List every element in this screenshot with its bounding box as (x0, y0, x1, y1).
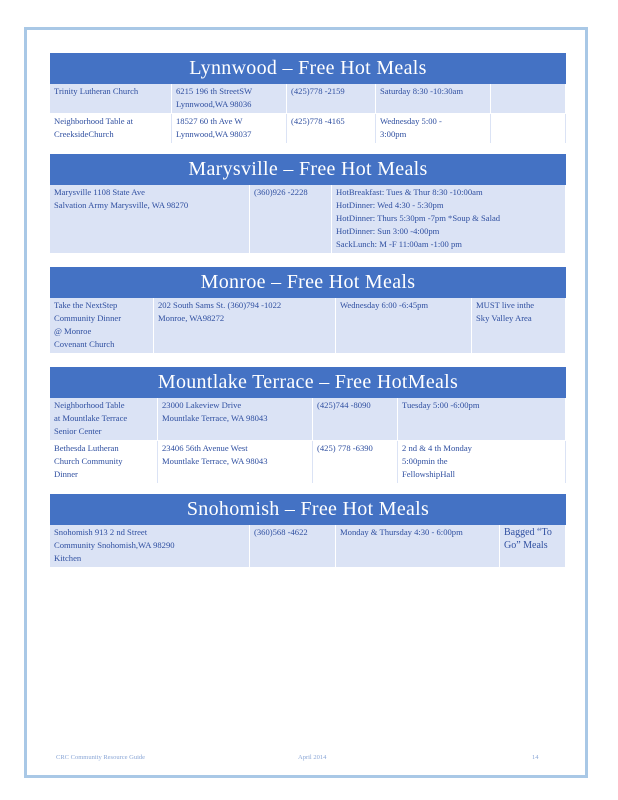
organization-name: Bethesda Lutheran Church Community Dinner (50, 441, 158, 483)
section-title: Lynnwood – Free Hot Meals (50, 53, 566, 84)
phone: (425)744 -8090 (313, 398, 398, 440)
address: 23000 Lakeview Drive Mountlake Terrace, WA 98043 (158, 398, 313, 440)
note: Bagged “To Go” Meals (500, 525, 566, 567)
organization-name: Neighborhood Table at Mountlake Terrace Senior Center (50, 398, 158, 440)
schedule: Wednesday 6:00 -6:45pm (336, 298, 472, 353)
section-monroe (50, 267, 566, 354)
footer-date: April 2014 (298, 754, 327, 761)
phone: (360)568 -4622 (250, 525, 336, 567)
table-row (50, 84, 566, 114)
schedule: Tuesday 5:00 -6:00pm (398, 398, 566, 440)
phone: (425) 778 -6390 (313, 441, 398, 483)
section-title: Monroe – Free Hot Meals (50, 267, 566, 298)
empty-cell (491, 114, 566, 143)
note: MUST live inthe Sky Valley Area (472, 298, 566, 353)
phone: (360)926 -2228 (250, 185, 332, 253)
schedule: 2 nd & 4 th Monday 5:00pmin the FellowshipHall (398, 441, 566, 483)
address: 6215 196 th StreetSW Lynnwood,WA 98036 (172, 84, 287, 113)
table-row (50, 525, 566, 568)
organization-name: Snohomish 913 2 nd Street Community Snohomish,WA 98290 Kitchen (50, 525, 250, 567)
schedule: Monday & Thursday 4:30 - 6:00pm (336, 525, 500, 567)
section-title: Marysville – Free Hot Meals (50, 154, 566, 185)
section-mountlake-terrace (50, 367, 566, 484)
footer-guide-title: CRC Community Resource Guide (56, 754, 146, 761)
organization-name: Marysville 1108 State Ave Salvation Army Marysville, WA 98270 (50, 185, 250, 253)
section-marysville (50, 154, 566, 254)
table-row (50, 185, 566, 254)
organization-name: Trinity Lutheran Church (50, 84, 172, 113)
table-row (50, 298, 566, 354)
address: 23406 56th Avenue West Mountlake Terrace, WA 98043 (158, 441, 313, 483)
empty-cell (491, 84, 566, 113)
section-snohomish (50, 494, 566, 568)
phone: (425)778 -2159 (287, 84, 376, 113)
address: 18527 60 th Ave W Lynnwood,WA 98037 (172, 114, 287, 143)
section-title: Snohomish – Free Hot Meals (50, 494, 566, 525)
section-title: Mountlake Terrace – Free HotMeals (50, 367, 566, 398)
page-number: 14 (532, 754, 539, 761)
schedule: HotBreakfast: Tues & Thur 8:30 -10:00am HotDinner: Wed 4:30 - 5:30pm HotDinner: Thurs 5:30pm -7pm *Soup & Salad HotDinner: Sun 3:00 -4:00pm SackLunch: M -F 11:00am -1:00 pm (332, 185, 566, 253)
address: 202 South Sams St. (360)794 -1022 Monroe, WA98272 (154, 298, 336, 353)
section-lynnwood (50, 53, 566, 144)
schedule: Saturday 8:30 -10:30am (376, 84, 491, 113)
table-row (50, 114, 566, 144)
schedule: Wednesday 5:00 - 3:00pm (376, 114, 491, 143)
table-row (50, 398, 566, 441)
phone: (425)778 -4165 (287, 114, 376, 143)
table-row (50, 441, 566, 484)
organization-name: Take the NextStep Community Dinner @ Monroe Covenant Church (50, 298, 154, 353)
organization-name: Neighborhood Table at CreeksideChurch (50, 114, 172, 143)
